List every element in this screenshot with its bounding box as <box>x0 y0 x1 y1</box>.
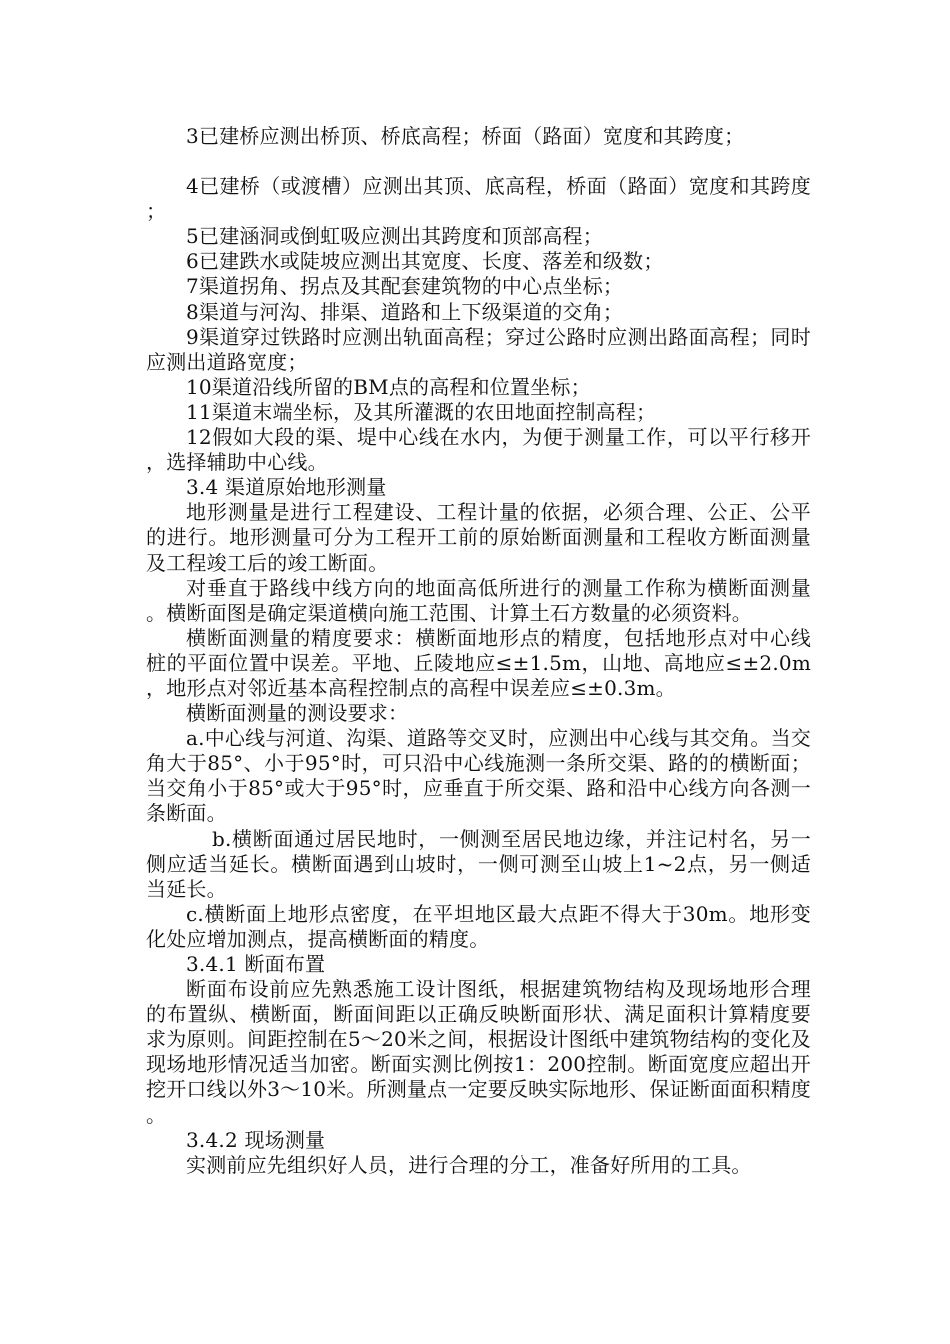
section-heading-3-4-2: 3.4.2 现场测量 <box>186 1127 326 1152</box>
paragraph-survey-requirements-title: 横断面测量的测设要求： <box>186 701 409 726</box>
paragraph-requirement-b: b.横断面通过居民地时，一侧测至居民地边缘，并注记村名，另一侧应适当延长。横断面遇到山坡时，一侧可测至山坡上1~2点，另一侧适当延长。 <box>146 826 811 901</box>
paragraph-requirement-a: a.中心线与河道、沟渠、道路等交叉时，应测出中心线与其交角。当交角大于85°、小于95°时，可只沿中心线施测一条所交渠、路的的横断面；当交角小于85°或大于95°时，应垂直于所交渠、路和沿中心线方向各测一条断面。 <box>146 726 811 826</box>
section-heading-3-4-1: 3.4.1 断面布置 <box>186 952 326 976</box>
paragraph-accuracy-requirements: 横断面测量的精度要求：横断面地形点的精度，包括地形点对中心线桩的平面位置中误差。平地、丘陵地应≤±1.5m，山地、高地应≤±2.0m，地形点对邻近基本高程控制点的高程中误差应≤±0.3m。 <box>146 625 811 700</box>
paragraph-requirement-c: c.横断面上地形点密度，在平坦地区最大点距不得大于30m。地形变化处应增加测点，提高横断面的精度。 <box>146 901 811 951</box>
paragraph-item-4: 4已建桥（或渡槽）应测出其顶、底高程，桥面（路面）宽度和其跨度； <box>146 174 811 224</box>
paragraph-item-8: 8渠道与河沟、排渠、道路和上下级渠道的交角； <box>186 299 624 324</box>
paragraph-item-11: 11渠道末端坐标，及其所灌溉的农田地面控制高程； <box>186 399 657 424</box>
paragraph-item-9: 9渠道穿过铁路时应测出轨面高程；穿过公路时应测出路面高程；同时应测出道路宽度； <box>146 324 811 374</box>
section-heading-3-4: 3.4 渠道原始地形测量 <box>186 475 387 500</box>
paragraph-terrain-survey: 地形测量是进行工程建设、工程计量的依据，必须合理、公正、公平的进行。地形测量可分为工程开工前的原始断面测量和工程收方断面测量及工程竣工后的竣工断面。 <box>146 500 811 575</box>
paragraph-item-5: 5已建涵洞或倒虹吸应测出其跨度和顶部高程； <box>186 224 603 249</box>
paragraph-item-10: 10渠道沿线所留的BM点的高程和位置坐标； <box>186 374 591 399</box>
paragraph-cross-section-definition: 对垂直于路线中线方向的地面高低所进行的测量工作称为横断面测量。横断面图是确定渠道横向施工范围、计算土石方数量的必须资料。 <box>146 575 811 625</box>
paragraph-field-survey: 实测前应先组织好人员，进行合理的分工，准备好所用的工具。 <box>186 1152 752 1177</box>
document-body <box>146 116 811 1178</box>
paragraph-section-layout: 断面布设前应先熟悉施工设计图纸，根据建筑物结构及现场地形合理的布置纵、横断面，断面间距以正确反映断面形状、满足面积计算精度要求为原则。间距控制在5～20米之间，根据设计图纸中建筑物结构的变化及现场地形情况适当加密。断面实测比例按1：200控制。断面宽度应超出开挖开口线以外3～10米。所测量点一定要反映实际地形、保证断面面积精度。 <box>146 977 811 1127</box>
paragraph-item-3: 3已建桥应测出桥顶、桥底高程；桥面（路面）宽度和其跨度； <box>186 124 745 148</box>
paragraph-item-7: 7渠道拐角、拐点及其配套建筑物的中心点坐标； <box>186 274 624 299</box>
paragraph-item-6: 6已建跌水或陡坡应测出其宽度、长度、落差和级数； <box>186 249 664 274</box>
paragraph-item-12: 12假如大段的渠、堤中心线在水内，为便于测量工作，可以平行移开，选择辅助中心线。 <box>146 425 811 475</box>
